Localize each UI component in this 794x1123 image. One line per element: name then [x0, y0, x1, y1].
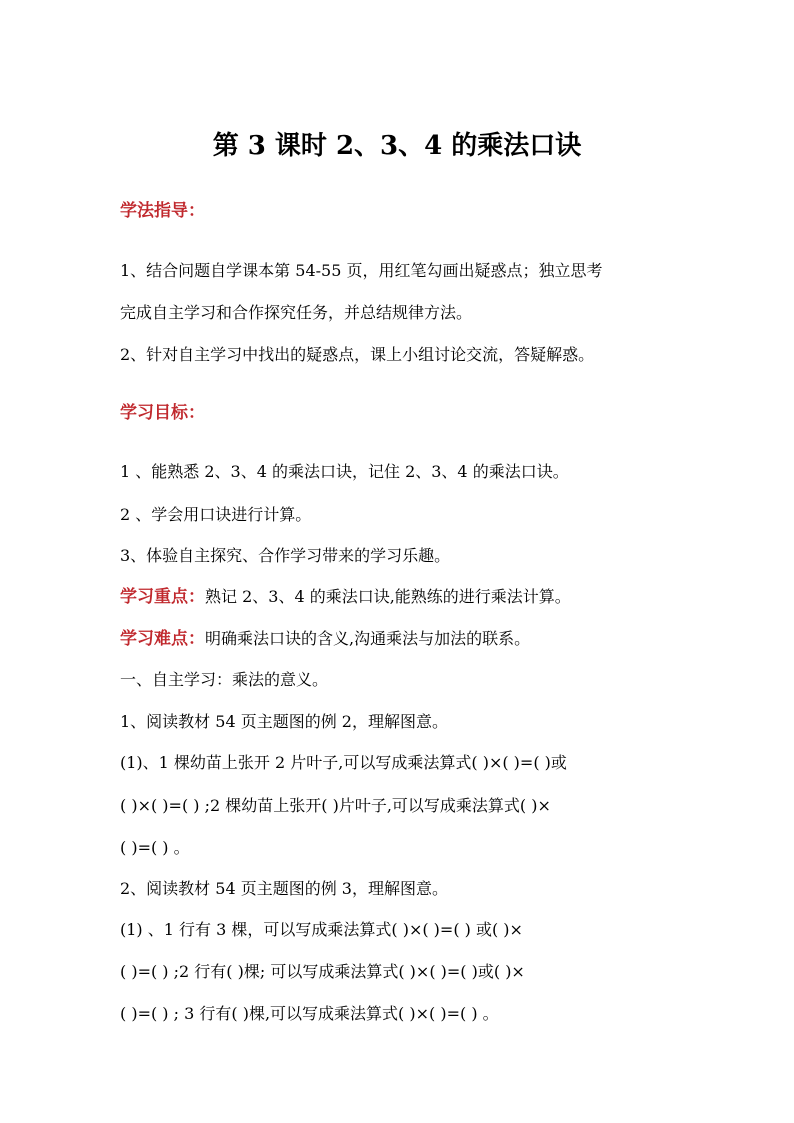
- page-title: 第 3 课时 2、3、4 的乘法口诀: [212, 131, 582, 161]
- q1-line-2: ( )×( )=( ) ;2 棵幼苗上张开( )片叶子,可以写成乘法算式( )×: [120, 796, 551, 815]
- q2-title: 2、阅读教材 54 页主题图的例 3，理解图意。: [120, 879, 448, 898]
- q2-line-3: ( )=( ) ; 3 行有( )棵,可以写成乘法算式( )×( )=( ) 。: [120, 1004, 499, 1023]
- q1-title: 1、阅读教材 54 页主题图的例 2，理解图意。: [120, 712, 448, 731]
- study-guide-line-1: 1、结合问题自学课本第 54-55 页，用红笔勾画出疑惑点；独立思考: [120, 261, 603, 280]
- key-point-row: [120, 587, 571, 607]
- study-guide-heading: 学法指导：: [120, 201, 205, 221]
- q1-line-1: (1)、1 棵幼苗上张开 2 片叶子,可以写成乘法算式( )×( )=( )或: [120, 753, 567, 772]
- key-point-label: 学习重点：: [120, 587, 205, 607]
- objective-item-2: 2 、学会用口诀进行计算。: [120, 505, 312, 524]
- section1-heading: 一、自主学习：乘法的意义。: [120, 670, 329, 689]
- objectives-heading: 学习目标：: [120, 403, 205, 423]
- study-guide-line-3: 2、针对自主学习中找出的疑惑点，课上小组讨论交流，答疑解惑。: [120, 345, 595, 364]
- q2-line-2: ( )=( ) ;2 行有( )棵; 可以写成乘法算式( )×( )=( )或( )×: [120, 962, 525, 981]
- objective-item-1: 1 、能熟悉 2、3、4 的乘法口诀，记住 2、3、4 的乘法口诀。: [120, 462, 569, 481]
- difficulty-row: [120, 629, 530, 649]
- objective-item-3: 3、体验自主探究、合作学习带来的学习乐趣。: [120, 546, 451, 565]
- difficulty-text: 明确乘法口诀的含义,沟通乘法与加法的联系。: [205, 629, 531, 648]
- q2-line-1: (1) 、1 行有 3 棵，可以写成乘法算式( )×( )=( ) 或( )×: [120, 920, 523, 939]
- study-guide-line-2: 完成自主学习和合作探究任务，并总结规律方法。: [120, 303, 473, 322]
- q1-line-3: ( )=( ) 。: [120, 838, 190, 857]
- difficulty-label: 学习难点：: [120, 629, 205, 649]
- key-point-text: 熟记 2、3、4 的乘法口诀,能熟练的进行乘法计算。: [205, 587, 571, 606]
